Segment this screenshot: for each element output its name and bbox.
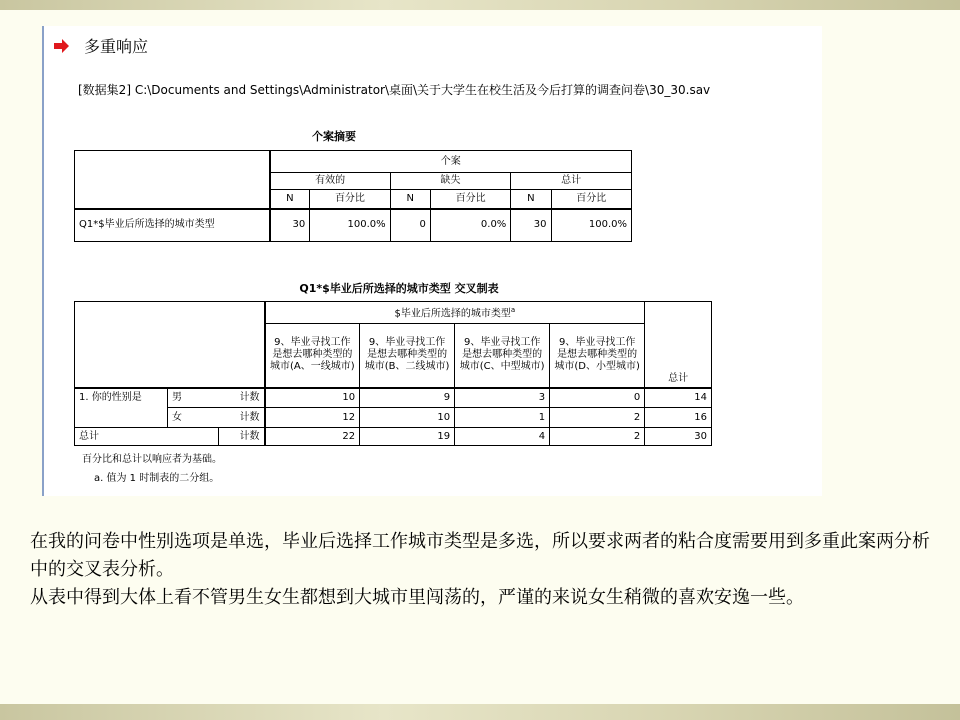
- output-heading-row: [54, 34, 148, 57]
- case-summary-cell: 100.0%: [551, 209, 631, 242]
- conclusion-text: [30, 528, 930, 612]
- crosstab-title: Q1*$毕业后所选择的城市类型 交叉制表: [299, 282, 499, 295]
- crosstab-cell: 3: [455, 388, 550, 408]
- case-summary-sub-header: 总计: [511, 173, 632, 190]
- crosstab-row-category: 女: [168, 408, 219, 428]
- case-summary-cell: 100.0%: [310, 209, 390, 242]
- crosstab-total-cell: 4: [455, 428, 550, 446]
- crosstab-cell: 12: [265, 408, 360, 428]
- crosstab-row-stat: 计数: [218, 388, 265, 408]
- crosstab-cell-total: 16: [645, 408, 712, 428]
- crosstab-footnote: 百分比和总计以响应者为基础。: [82, 454, 222, 465]
- case-summary-cell: 30: [511, 209, 551, 242]
- crosstab-cell: 0: [550, 388, 645, 408]
- case-summary-sub-header: 有效的: [270, 173, 391, 190]
- crosstab-total-label: 总计: [75, 428, 219, 446]
- case-summary-col-header: N: [511, 190, 551, 209]
- crosstab-col-header: 9、毕业寻找工作是想去哪种类型的城市(B、二线城市): [360, 324, 455, 388]
- output-heading: 多重响应: [84, 37, 149, 56]
- crosstab-total-cell: 2: [550, 428, 645, 446]
- crosstab-grand-total: 30: [645, 428, 712, 446]
- case-summary-row-label: Q1*$毕业后所选择的城市类型: [75, 209, 270, 242]
- crosstab-table: [74, 301, 712, 446]
- dataset-path: [数据集2] C:\Documents and Settings\Administrator\桌面\关于大学生在校生活及今后打算的调查问卷\30_30.sav: [78, 83, 711, 97]
- case-summary-sub-header: 缺失: [390, 173, 511, 190]
- case-summary-col-header: 百分比: [310, 190, 390, 209]
- crosstab-col-header: 9、毕业寻找工作是想去哪种类型的城市(C、中型城市): [455, 324, 550, 388]
- crosstab-cell-total: 14: [645, 388, 712, 408]
- case-summary-col-header: N: [390, 190, 430, 209]
- conclusion-paragraph: 在我的问卷中性别选项是单选，毕业后选择工作城市类型是多选，所以要求两者的粘合度需要用到多重此案两分析中的交叉表分析。: [30, 531, 930, 580]
- crosstab-cell: 10: [360, 408, 455, 428]
- case-summary-group-header: 个案: [270, 151, 632, 173]
- spss-output-panel: [42, 26, 822, 496]
- crosstab-total-cell: 19: [360, 428, 455, 446]
- case-summary-cell: 0.0%: [430, 209, 510, 242]
- crosstab-col-header: 9、毕业寻找工作是想去哪种类型的城市(A、一线城市): [265, 324, 360, 388]
- case-summary-corner: [75, 151, 270, 209]
- case-summary-col-header: N: [270, 190, 310, 209]
- case-summary-table: [74, 150, 632, 242]
- crosstab-cell: 9: [360, 388, 455, 408]
- crosstab-total-stat: 计数: [218, 428, 265, 446]
- crosstab-corner: [75, 302, 265, 388]
- crosstab-cell: 1: [455, 408, 550, 428]
- crosstab-cell: 10: [265, 388, 360, 408]
- bottom-decor-band: [0, 704, 960, 720]
- case-summary-col-header: 百分比: [430, 190, 510, 209]
- crosstab-total-header: 总计: [645, 302, 712, 388]
- case-summary-cell: 30: [270, 209, 310, 242]
- crosstab-footnote: a. 值为 1 时制表的二分组。: [94, 473, 220, 484]
- crosstab-group-header: $毕业后所选择的城市类型$^a$: [265, 302, 645, 324]
- conclusion-paragraph: 从表中得到大体上看不管男生女生都想到大城市里闯荡的，严谨的来说女生稍微的喜欢安逸一些。: [30, 587, 804, 608]
- case-summary-title: 个案摘要: [312, 130, 356, 143]
- crosstab-col-header: 9、毕业寻找工作是想去哪种类型的城市(D、小型城市): [550, 324, 645, 388]
- crosstab-row-category: 男: [168, 388, 219, 408]
- crosstab-row-stat: 计数: [218, 408, 265, 428]
- crosstab-cell: 2: [550, 408, 645, 428]
- top-decor-band: [0, 0, 960, 10]
- crosstab-var-label: 1. 你的性别是: [75, 388, 168, 428]
- arrow-right-icon: [54, 38, 70, 54]
- case-summary-cell: 0: [390, 209, 430, 242]
- crosstab-total-cell: 22: [265, 428, 360, 446]
- case-summary-col-header: 百分比: [551, 190, 631, 209]
